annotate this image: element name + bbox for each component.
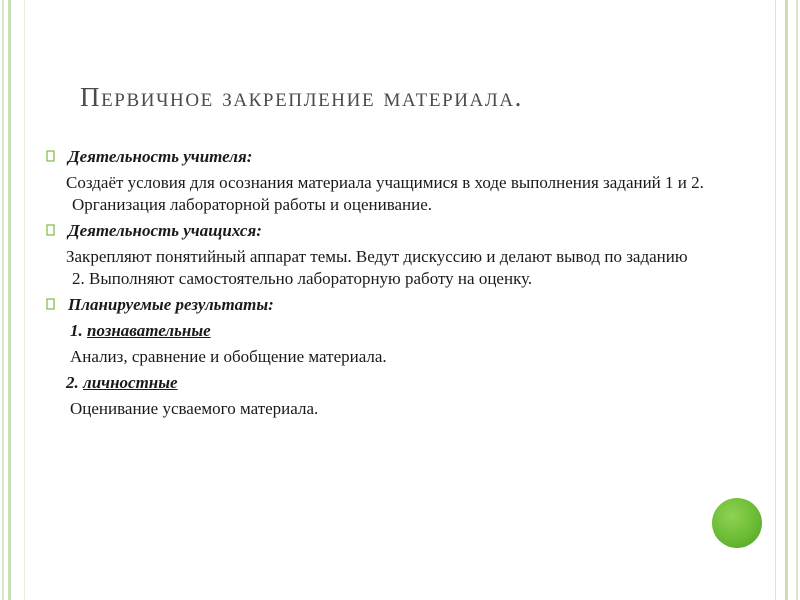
section-students-heading: [44, 220, 704, 242]
bullet-icon: [46, 224, 56, 236]
section-heading: Деятельность учителя:: [68, 147, 253, 166]
result-name: личностные: [83, 373, 178, 392]
section-heading: Деятельность учащихся:: [68, 221, 262, 240]
section-text: Закрепляют понятийный аппарат темы. Ведут дискуссию и делают вывод по заданию 2. Выполняют самостоятельно лабораторную работу на оценку.: [66, 247, 688, 288]
bullet-icon: [46, 150, 56, 162]
decorative-green-circle: [712, 498, 762, 548]
slide-title: Первичное закрепление материала.: [80, 82, 524, 112]
bullet-icon: [46, 298, 56, 310]
slide-content: [44, 146, 704, 424]
section-results-heading: [44, 294, 704, 316]
result-number: 1.: [70, 321, 83, 340]
frame-line-left: [24, 0, 25, 600]
result-text-personal: Оценивание усваемого материала.: [70, 399, 319, 418]
result-item-cognitive: [44, 320, 704, 342]
result-number: 2.: [66, 373, 79, 392]
section-text: Создаёт условия для осознания материала учащимися в ходе выполнения заданий 1 и 2. Организация лабораторной работы и оценивание.: [66, 173, 704, 214]
frame-line-right: [775, 0, 776, 600]
section-students-text: [44, 246, 704, 290]
result-name: познавательные: [87, 321, 211, 340]
result-text-cognitive: Анализ, сравнение и обобщение материала.: [70, 347, 387, 366]
section-heading: Планируемые результаты:: [68, 295, 274, 314]
result-item-personal: [44, 372, 704, 394]
section-teacher-text: [44, 172, 704, 216]
section-teacher-heading: [44, 146, 704, 168]
